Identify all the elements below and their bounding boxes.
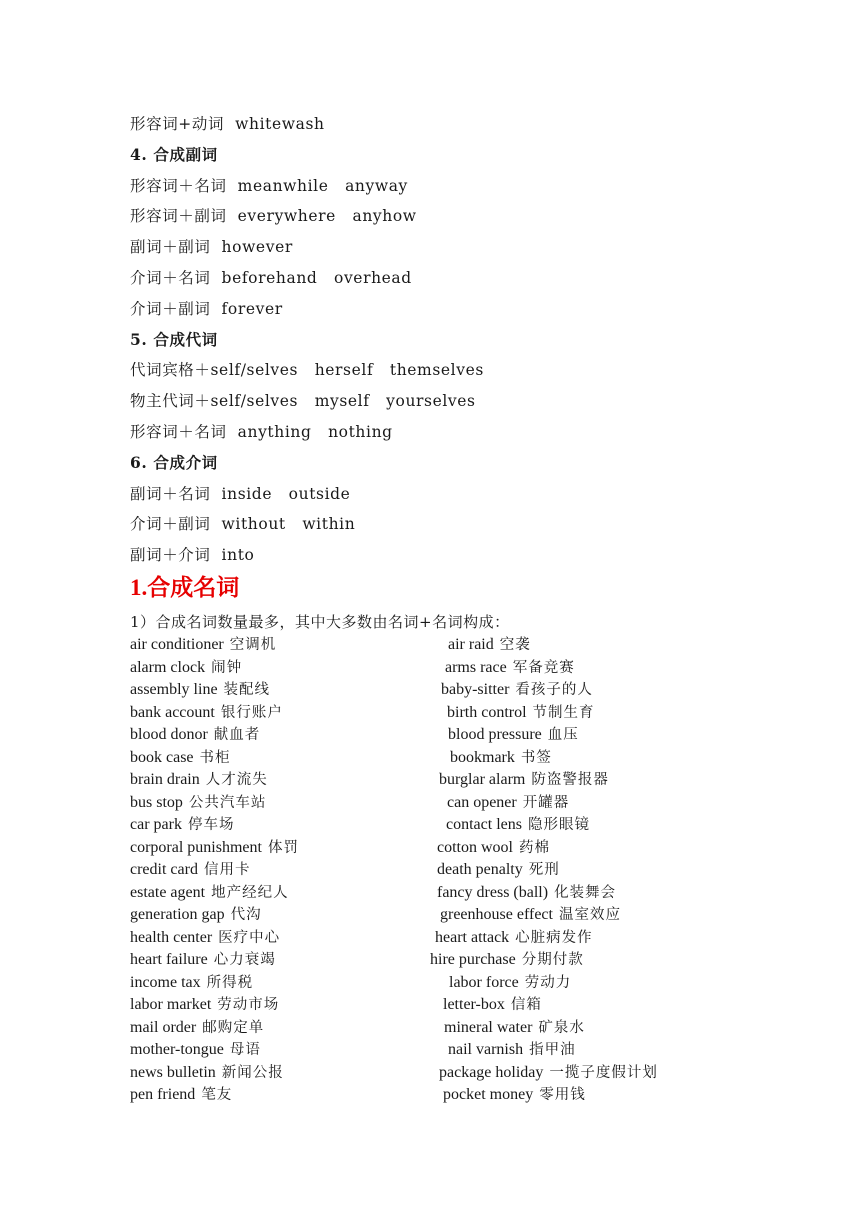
list-item: 形容词＋名词 meanwhile anyway bbox=[130, 176, 408, 195]
english-term: package holiday bbox=[439, 1063, 544, 1081]
english-term: blood pressure bbox=[448, 726, 542, 743]
list-item: 副词＋介词 into bbox=[130, 546, 255, 565]
vocab-entry-right bbox=[440, 904, 621, 925]
english-term: health center bbox=[130, 928, 213, 946]
vocab-entry-right bbox=[437, 882, 616, 903]
english-term: generation gap bbox=[130, 906, 225, 923]
vocab-row bbox=[130, 657, 830, 680]
vocab-entry-left bbox=[130, 1039, 261, 1060]
vocab-row bbox=[130, 679, 830, 702]
vocab-row bbox=[130, 949, 830, 972]
vocab-row bbox=[130, 1084, 830, 1107]
vocab-entry-right bbox=[430, 949, 584, 970]
chinese-meaning: 空调机 bbox=[229, 637, 277, 653]
list-item: 副词＋名词 inside outside bbox=[130, 484, 351, 503]
vocab-entry-left bbox=[130, 994, 279, 1015]
vocab-entry-right bbox=[448, 1039, 576, 1060]
english-term: alarm clock bbox=[130, 658, 206, 676]
english-term: bookmark bbox=[450, 748, 515, 766]
vocab-entry-left bbox=[130, 1017, 264, 1038]
english-term: fancy dress (ball) bbox=[437, 883, 549, 901]
chinese-meaning: 心脏病发作 bbox=[515, 929, 593, 946]
vocab-row bbox=[130, 747, 830, 770]
vocab-entry-left bbox=[130, 769, 268, 790]
english-term: blood donor bbox=[130, 726, 208, 743]
vocab-entry-left bbox=[130, 724, 260, 745]
vocab-entry-right bbox=[443, 1084, 586, 1105]
vocab-row bbox=[130, 1017, 830, 1040]
vocab-row bbox=[130, 859, 830, 882]
vocab-table bbox=[130, 634, 830, 1107]
vocab-entry-right bbox=[448, 634, 531, 655]
chinese-meaning: 书签 bbox=[520, 749, 552, 766]
vocab-entry-left bbox=[130, 904, 262, 925]
vocab-entry-right bbox=[447, 702, 595, 723]
chinese-meaning: 看孩子的人 bbox=[515, 682, 593, 698]
chinese-meaning: 血压 bbox=[547, 727, 579, 743]
english-term: contact lens bbox=[446, 816, 522, 833]
english-term: income tax bbox=[130, 973, 201, 991]
intro-text: 1）合成名词数量最多，其中大多数由名词+名词构成： bbox=[130, 613, 510, 631]
list-item: 形容词＋名词 anything nothing bbox=[130, 423, 393, 441]
english-term: assembly line bbox=[130, 681, 218, 698]
chinese-meaning: 防盗警报器 bbox=[531, 772, 609, 788]
english-term: mineral water bbox=[444, 1018, 533, 1036]
vocab-entry-right bbox=[448, 724, 579, 745]
english-term: corporal punishment bbox=[130, 838, 262, 856]
list-item: 介词＋副词 without within bbox=[130, 515, 356, 534]
subsection-heading: 6. 合成介词 bbox=[130, 452, 218, 472]
vocab-row bbox=[130, 724, 830, 747]
english-term: burglar alarm bbox=[439, 771, 526, 788]
chinese-meaning: 所得税 bbox=[206, 974, 254, 991]
vocab-row bbox=[130, 1062, 830, 1085]
chinese-meaning: 劳动力 bbox=[524, 974, 572, 991]
vocab-entry-right bbox=[446, 814, 590, 835]
vocab-entry-right bbox=[450, 747, 552, 768]
list-item: 物主代词＋self/selves myself yourselves bbox=[130, 392, 476, 411]
chinese-meaning: 地产经纪人 bbox=[211, 884, 289, 901]
vocab-row bbox=[130, 634, 830, 657]
english-term: mother-tongue bbox=[130, 1041, 224, 1058]
chinese-meaning: 心力衰竭 bbox=[213, 952, 276, 968]
list-item: 代词宾格＋self/selves herself themselves bbox=[130, 361, 484, 380]
chinese-meaning: 劳动市场 bbox=[217, 997, 280, 1013]
chinese-meaning: 人才流失 bbox=[205, 772, 268, 788]
vocab-entry-right bbox=[439, 769, 609, 790]
english-term: baby-sitter bbox=[441, 681, 510, 698]
english-term: nail varnish bbox=[448, 1041, 524, 1058]
english-term: letter-box bbox=[443, 996, 505, 1013]
vocab-entry-left bbox=[130, 927, 280, 948]
vocab-entry-right bbox=[444, 1017, 585, 1038]
vocab-entry-left bbox=[130, 837, 299, 858]
english-term: labor force bbox=[449, 973, 519, 991]
chinese-meaning: 信用卡 bbox=[203, 862, 251, 878]
chinese-meaning: 停车场 bbox=[187, 817, 235, 833]
vocab-entry-left bbox=[130, 702, 283, 723]
english-term: labor market bbox=[130, 996, 212, 1013]
subsection-heading: 5. 合成代词 bbox=[130, 329, 218, 349]
vocab-entry-left bbox=[130, 814, 234, 835]
chinese-meaning: 军备竞赛 bbox=[512, 659, 575, 676]
chinese-meaning: 装配线 bbox=[223, 682, 271, 698]
english-term: bus stop bbox=[130, 793, 183, 811]
english-term: bank account bbox=[130, 703, 215, 721]
chinese-meaning: 代沟 bbox=[230, 907, 262, 923]
chinese-meaning: 一揽子度假计划 bbox=[549, 1064, 658, 1081]
vocab-row bbox=[130, 792, 830, 815]
chinese-meaning: 空袭 bbox=[499, 637, 531, 653]
english-term: death penalty bbox=[437, 861, 523, 878]
vocab-entry-left bbox=[130, 1062, 284, 1083]
chinese-meaning: 书柜 bbox=[199, 749, 231, 766]
list-item: 副词＋副词 however bbox=[130, 238, 293, 257]
list-item: 介词＋名词 beforehand overhead bbox=[130, 269, 412, 287]
subsection-heading: 4. 合成副词 bbox=[130, 144, 218, 164]
english-term: greenhouse effect bbox=[440, 906, 553, 923]
vocab-entry-left bbox=[130, 634, 276, 655]
vocab-entry-right bbox=[449, 972, 571, 993]
vocab-row bbox=[130, 702, 830, 725]
chinese-meaning: 信箱 bbox=[510, 997, 542, 1013]
vocab-entry-right bbox=[441, 679, 593, 700]
vocab-entry-left bbox=[130, 949, 276, 970]
vocab-entry-left bbox=[130, 1084, 232, 1105]
english-term: pen friend bbox=[130, 1086, 196, 1103]
chinese-meaning: 公共汽车站 bbox=[188, 794, 267, 811]
chinese-meaning: 指甲油 bbox=[529, 1042, 576, 1058]
chinese-meaning: 分期付款 bbox=[521, 952, 584, 968]
english-term: can opener bbox=[447, 793, 517, 811]
chinese-meaning: 节制生育 bbox=[532, 704, 595, 721]
english-term: brain drain bbox=[130, 771, 200, 788]
list-item: 形容词＋副词 everywhere anyhow bbox=[130, 207, 417, 226]
english-term: credit card bbox=[130, 861, 198, 878]
english-term: cotton wool bbox=[437, 838, 513, 856]
section-heading: 1.合成名词 bbox=[130, 575, 240, 600]
vocab-entry-right bbox=[439, 1062, 658, 1083]
english-term: air conditioner bbox=[130, 636, 224, 653]
chinese-meaning: 母语 bbox=[229, 1042, 261, 1058]
vocab-entry-left bbox=[130, 747, 231, 768]
english-term: air raid bbox=[448, 636, 494, 653]
english-term: estate agent bbox=[130, 883, 206, 901]
english-term: birth control bbox=[447, 703, 527, 721]
chinese-meaning: 零用钱 bbox=[539, 1087, 586, 1103]
vocab-row bbox=[130, 927, 830, 950]
vocab-row bbox=[130, 904, 830, 927]
chinese-meaning: 新闻公报 bbox=[221, 1064, 284, 1081]
vocab-entry-left bbox=[130, 859, 250, 880]
chinese-meaning: 闹钟 bbox=[211, 659, 243, 676]
vocab-row bbox=[130, 837, 830, 860]
vocab-entry-left bbox=[130, 792, 266, 813]
vocab-entry-left bbox=[130, 679, 270, 700]
english-term: news bulletin bbox=[130, 1063, 216, 1081]
chinese-meaning: 笔友 bbox=[201, 1087, 233, 1103]
vocab-entry-left bbox=[130, 882, 289, 903]
chinese-meaning: 开罐器 bbox=[522, 794, 570, 811]
list-item: 介词＋副词 forever bbox=[130, 299, 283, 318]
vocab-row bbox=[130, 994, 830, 1017]
chinese-meaning: 银行账户 bbox=[220, 704, 283, 721]
english-term: book case bbox=[130, 748, 194, 766]
vocab-row bbox=[130, 882, 830, 905]
chinese-meaning: 邮购定单 bbox=[202, 1019, 265, 1036]
english-term: arms race bbox=[445, 658, 507, 676]
english-term: heart attack bbox=[435, 928, 510, 946]
chinese-meaning: 医疗中心 bbox=[218, 929, 281, 946]
vocab-row bbox=[130, 1039, 830, 1062]
english-term: mail order bbox=[130, 1018, 197, 1036]
chinese-meaning: 体罚 bbox=[267, 839, 299, 856]
chinese-meaning: 隐形眼镜 bbox=[527, 817, 590, 833]
chinese-meaning: 献血者 bbox=[213, 727, 261, 743]
chinese-meaning: 死刑 bbox=[528, 862, 560, 878]
list-item: 形容词+动词 whitewash bbox=[130, 115, 325, 133]
english-term: heart failure bbox=[130, 951, 208, 968]
vocab-row bbox=[130, 769, 830, 792]
vocab-entry-right bbox=[447, 792, 569, 813]
vocab-entry-left bbox=[130, 972, 253, 993]
vocab-row bbox=[130, 814, 830, 837]
vocab-row bbox=[130, 972, 830, 995]
chinese-meaning: 药棉 bbox=[519, 839, 550, 856]
vocab-entry-right bbox=[437, 859, 560, 880]
vocab-entry-left bbox=[130, 657, 242, 678]
english-term: pocket money bbox=[443, 1086, 534, 1103]
vocab-entry-right bbox=[437, 837, 550, 858]
vocab-entry-right bbox=[445, 657, 575, 678]
vocab-entry-right bbox=[443, 994, 542, 1015]
english-term: hire purchase bbox=[430, 951, 516, 968]
english-term: car park bbox=[130, 816, 182, 833]
chinese-meaning: 温室效应 bbox=[558, 907, 621, 923]
vocab-entry-right bbox=[435, 927, 593, 948]
chinese-meaning: 矿泉水 bbox=[538, 1019, 585, 1036]
chinese-meaning: 化装舞会 bbox=[554, 884, 617, 901]
